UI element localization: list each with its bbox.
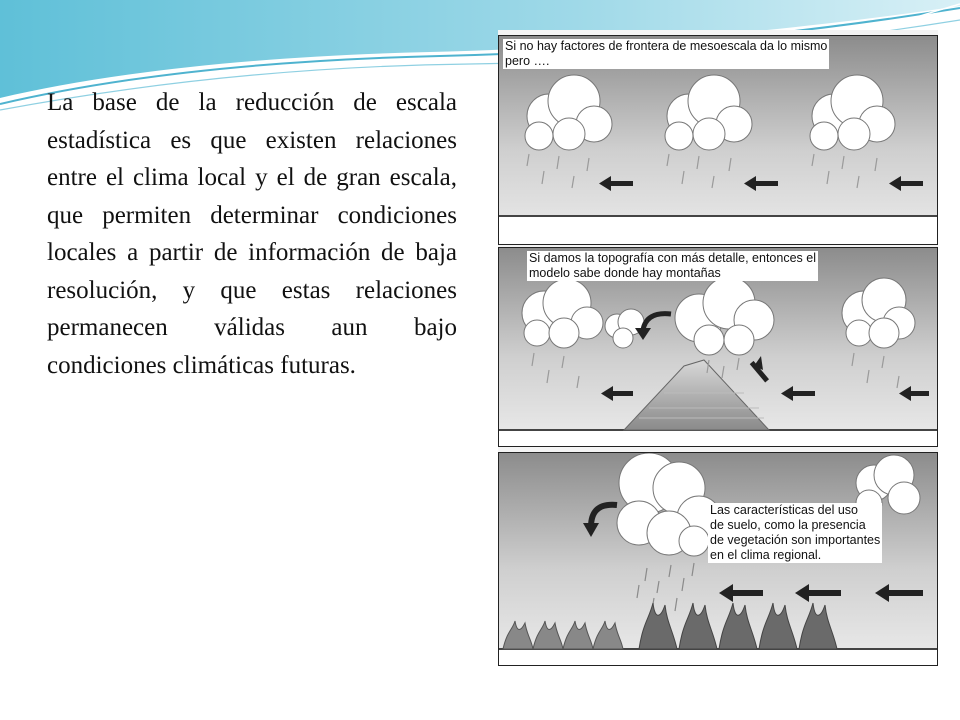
- panel-1-caption: [503, 39, 829, 69]
- panel-uniform-boundary: [498, 35, 938, 245]
- panel-land-use: [498, 452, 938, 666]
- caption-line: modelo sabe donde hay montañas: [529, 266, 721, 280]
- body-paragraph: La base de la reducción de escala estadística es que existen relaciones entre el clima local y el de gran escala, que permiten determinar condiciones locales a partir de información de baja resolución, y que estas relaciones permanecen válidas aun bajo condiciones climáticas futuras.: [47, 89, 457, 379]
- caption-line: Si damos la topografía con más detalle, entonces el: [529, 251, 816, 265]
- caption-line: pero ….: [505, 54, 550, 68]
- caption-line: en el clima regional.: [710, 548, 822, 562]
- caption-line: de suelo, como la presencia: [710, 518, 866, 532]
- caption-line: Las características del uso: [710, 503, 858, 517]
- panel-2-caption: [527, 251, 818, 281]
- panel-topography: [498, 247, 938, 447]
- caption-line: de vegetación son importantes: [710, 533, 881, 547]
- panel-3-caption: [708, 503, 882, 563]
- downscaling-illustration: [498, 30, 938, 666]
- caption-line: Si no hay factores de frontera de mesoescala da lo mismo: [505, 39, 828, 53]
